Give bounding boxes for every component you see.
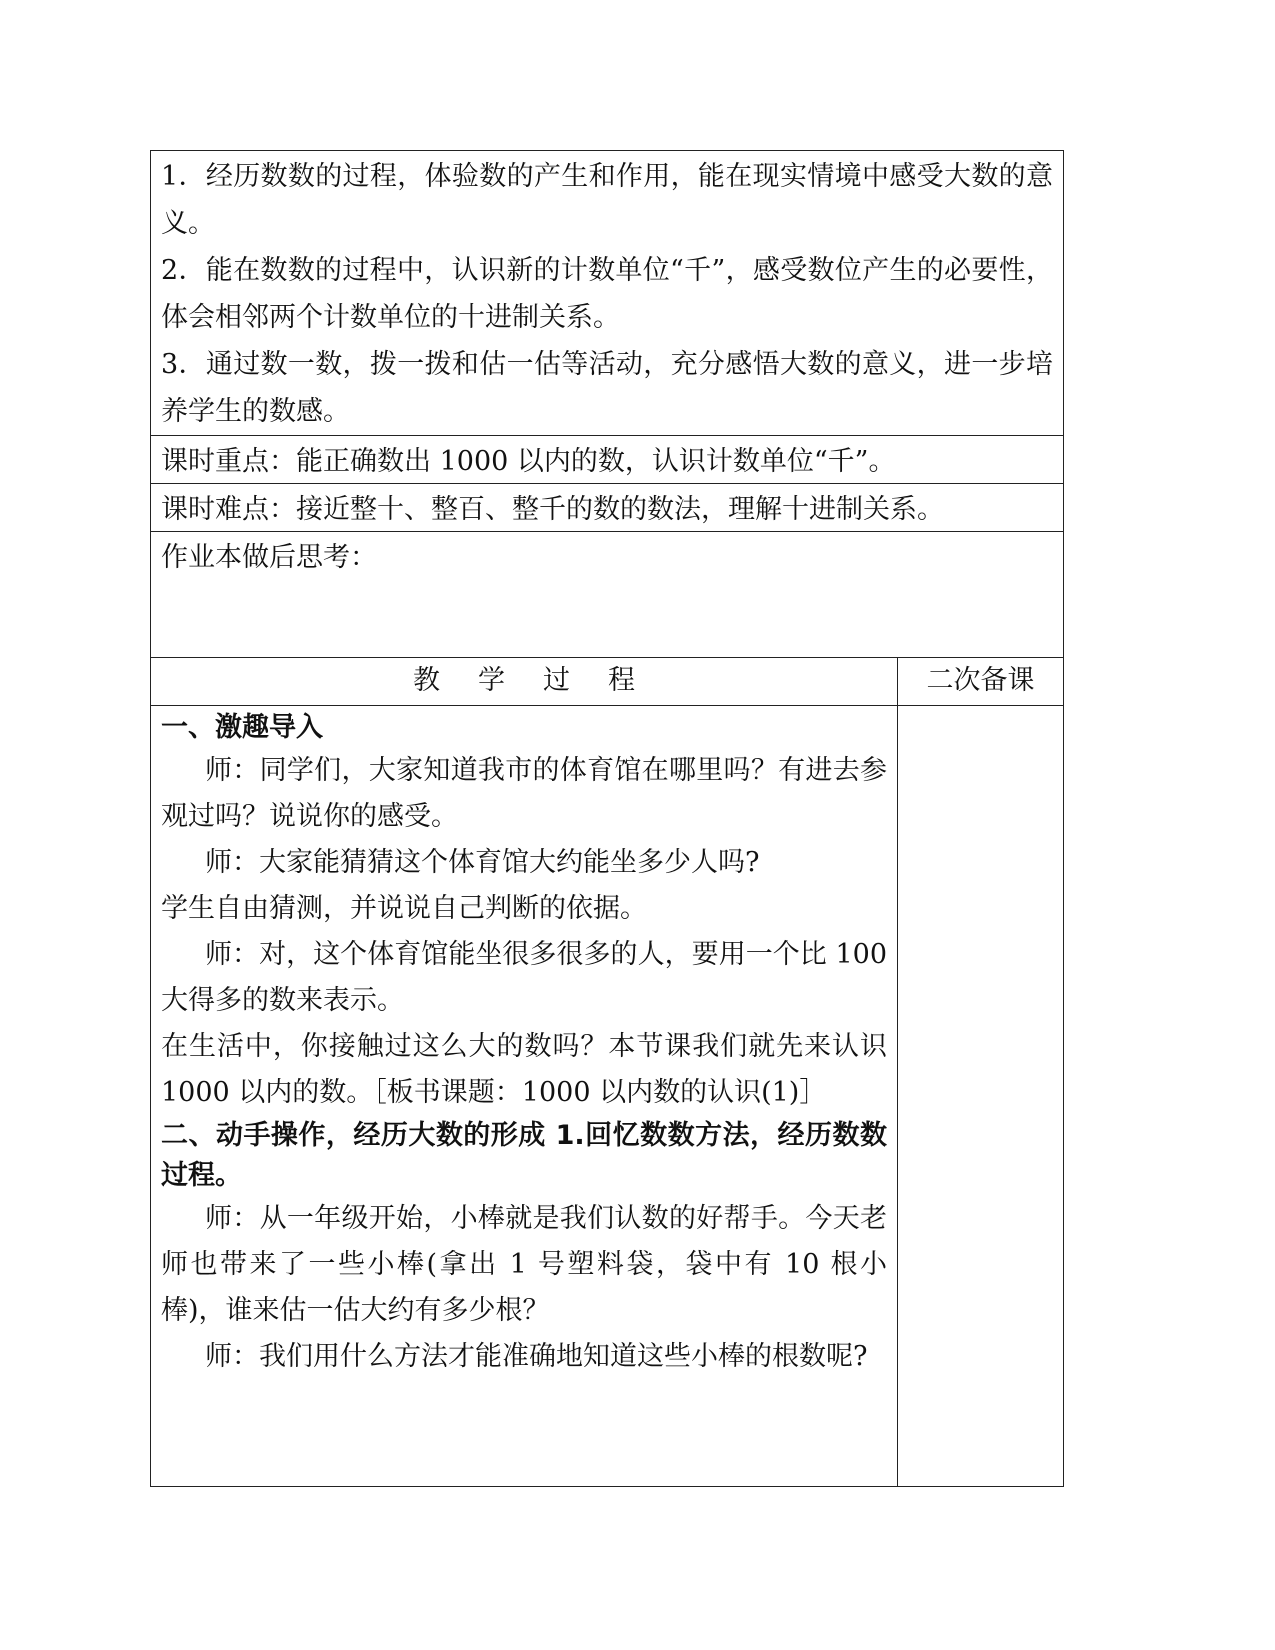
process-header: 教学过程 (151, 658, 898, 705)
goal-3: 3．通过数一数，拨一拨和估一估等活动，充分感悟大数的意义，进一步培养学生的数感。 (161, 349, 1053, 427)
goal-2: 2．能在数数的过程中，认识新的计数单位“千”，感受数位产生的必要性，体会相邻两个计数单位的十进制关系。 (161, 255, 1053, 333)
homework-reflection-label: 作业本做后思考： (161, 542, 377, 573)
section-1-title: 一、激趣导入 (161, 712, 323, 743)
process-paragraph: 师：同学们，大家知道我市的体育馆在哪里吗？有进去参观过吗？说说你的感受。 (161, 755, 887, 832)
process-paragraph: 师：从一年级开始，小棒就是我们认数的好帮手。今天老师也带来了一些小棒(拿出 1 号塑料袋，袋中有 10 根小棒)，谁来估一估大约有多少根？ (161, 1203, 887, 1326)
process-paragraph: 学生自由猜测，并说说自己判断的依据。 (161, 893, 647, 924)
second-prep-notes-cell (898, 706, 1063, 1486)
lesson-plan-table (150, 150, 1064, 1487)
goal-1: 1．经历数数的过程，体验数的产生和作用，能在现实情境中感受大数的意义。 (161, 161, 1053, 239)
process-paragraph: 在生活中，你接触过这么大的数吗？本节课我们就先来认识 1000 以内的数。［板书课题：1000 以内数的认识(1)］ (161, 1031, 887, 1108)
process-paragraph: 师：我们用什么方法才能准确地知道这些小棒的根数呢? (205, 1341, 868, 1372)
process-content (151, 706, 898, 1486)
process-header-row (151, 658, 1063, 706)
key-point-text: 课时重点：能正确数出 1000 以内的数，认识计数单位“千”。 (161, 446, 896, 477)
second-prep-header: 二次备课 (926, 665, 1035, 696)
section-2-title: 二、动手操作，经历大数的形成 1.回忆数数方法，经历数数过程。 (161, 1120, 887, 1191)
key-point-cell (151, 436, 1063, 484)
process-paragraph: 师：对，这个体育馆能坐很多很多的人，要用一个比 100 大得多的数来表示。 (161, 939, 887, 1016)
difficulty-cell (151, 484, 1063, 532)
homework-reflection-cell (151, 532, 1063, 658)
process-body-row (151, 706, 1063, 1486)
process-paragraph: 师：大家能猜猜这个体育馆大约能坐多少人吗? (205, 847, 760, 878)
difficulty-text: 课时难点：接近整十、整百、整千的数的数法，理解十进制关系。 (161, 494, 944, 525)
teaching-goals-cell (151, 151, 1063, 436)
